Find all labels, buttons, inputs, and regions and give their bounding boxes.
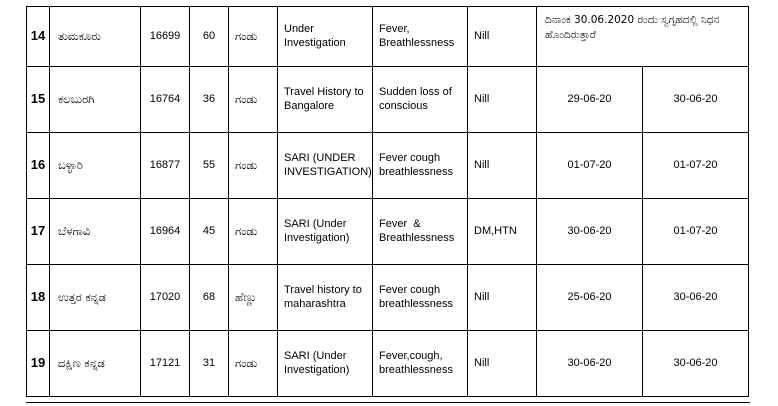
symptoms: Fever,cough, breathlessness bbox=[373, 331, 468, 397]
admission-date: 29-06-20 bbox=[537, 67, 643, 133]
serial-number: 14 bbox=[27, 7, 50, 67]
comorbidity: Nill bbox=[468, 331, 537, 397]
comorbidity: Nill bbox=[468, 265, 537, 331]
symptoms: Fever cough breathlessness bbox=[373, 133, 468, 199]
history: Travel history to maharashtra bbox=[278, 265, 373, 331]
history: Travel History to Bangalore bbox=[278, 67, 373, 133]
patient-id: 16964 bbox=[141, 199, 190, 265]
age: 68 bbox=[190, 265, 229, 331]
table-row bbox=[27, 133, 749, 199]
serial-number: 18 bbox=[27, 265, 50, 331]
sex: ಗಂಡು bbox=[229, 331, 278, 397]
table-row bbox=[27, 265, 749, 331]
death-cases-table bbox=[26, 6, 749, 397]
death-date: 01-07-20 bbox=[643, 133, 749, 199]
sex: ಗಂಡು bbox=[229, 7, 278, 67]
history: Under Investigation bbox=[278, 7, 373, 67]
serial-number: 15 bbox=[27, 67, 50, 133]
patient-id: 17121 bbox=[141, 331, 190, 397]
age: 31 bbox=[190, 331, 229, 397]
age: 55 bbox=[190, 133, 229, 199]
history: SARI (Under Investigation) bbox=[278, 331, 373, 397]
history: SARI (UNDER INVESTIGATION) bbox=[278, 133, 373, 199]
symptoms: Sudden loss of conscious bbox=[373, 67, 468, 133]
death-note: ದಿನಾಂಕ 30.06.2020 ರಂದು ಸ್ವಗೃಹದಲ್ಲಿ ನಿಧನ ಹೊಂದಿರುತ್ತಾರೆ bbox=[537, 7, 749, 67]
district: ಉತ್ತರ ಕನ್ನಡ bbox=[50, 265, 141, 331]
patient-id: 16764 bbox=[141, 67, 190, 133]
district: ತುಮಕೂರು bbox=[50, 7, 141, 67]
district: ಬೆಳಗಾವಿ bbox=[50, 199, 141, 265]
table-row bbox=[27, 67, 749, 133]
patient-id: 16877 bbox=[141, 133, 190, 199]
table-row bbox=[27, 199, 749, 265]
sex: ಗಂಡು bbox=[229, 133, 278, 199]
patient-id: 16699 bbox=[141, 7, 190, 67]
table-row bbox=[27, 331, 749, 397]
symptoms: Fever, Breathlessness bbox=[373, 7, 468, 67]
comorbidity: Nill bbox=[468, 133, 537, 199]
admission-date: 25-06-20 bbox=[537, 265, 643, 331]
comorbidity: Nill bbox=[468, 67, 537, 133]
table-continuation-line bbox=[26, 402, 750, 403]
death-date: 01-07-20 bbox=[643, 199, 749, 265]
age: 60 bbox=[190, 7, 229, 67]
death-date: 30-06-20 bbox=[643, 67, 749, 133]
sex: ಗಂಡು bbox=[229, 199, 278, 265]
serial-number: 17 bbox=[27, 199, 50, 265]
serial-number: 16 bbox=[27, 133, 50, 199]
history: SARI (Under Investigation) bbox=[278, 199, 373, 265]
age: 45 bbox=[190, 199, 229, 265]
district: ಕಲಬುರಗಿ bbox=[50, 67, 141, 133]
admission-date: 30-06-20 bbox=[537, 331, 643, 397]
death-date: 30-06-20 bbox=[643, 331, 749, 397]
age: 36 bbox=[190, 67, 229, 133]
sex: ಹೆಣ್ಣು bbox=[229, 265, 278, 331]
sex: ಗಂಡು bbox=[229, 67, 278, 133]
admission-date: 30-06-20 bbox=[537, 199, 643, 265]
death-date: 30-06-20 bbox=[643, 265, 749, 331]
symptoms: Fever cough breathlessness bbox=[373, 265, 468, 331]
district: ದಕ್ಷಿಣ ಕನ್ನಡ bbox=[50, 331, 141, 397]
table-row bbox=[27, 7, 749, 67]
symptoms: Fever & Breathlessness bbox=[373, 199, 468, 265]
serial-number: 19 bbox=[27, 331, 50, 397]
district: ಬಳ್ಳಾರಿ bbox=[50, 133, 141, 199]
comorbidity: Nill bbox=[468, 7, 537, 67]
comorbidity: DM,HTN bbox=[468, 199, 537, 265]
patient-id: 17020 bbox=[141, 265, 190, 331]
admission-date: 01-07-20 bbox=[537, 133, 643, 199]
